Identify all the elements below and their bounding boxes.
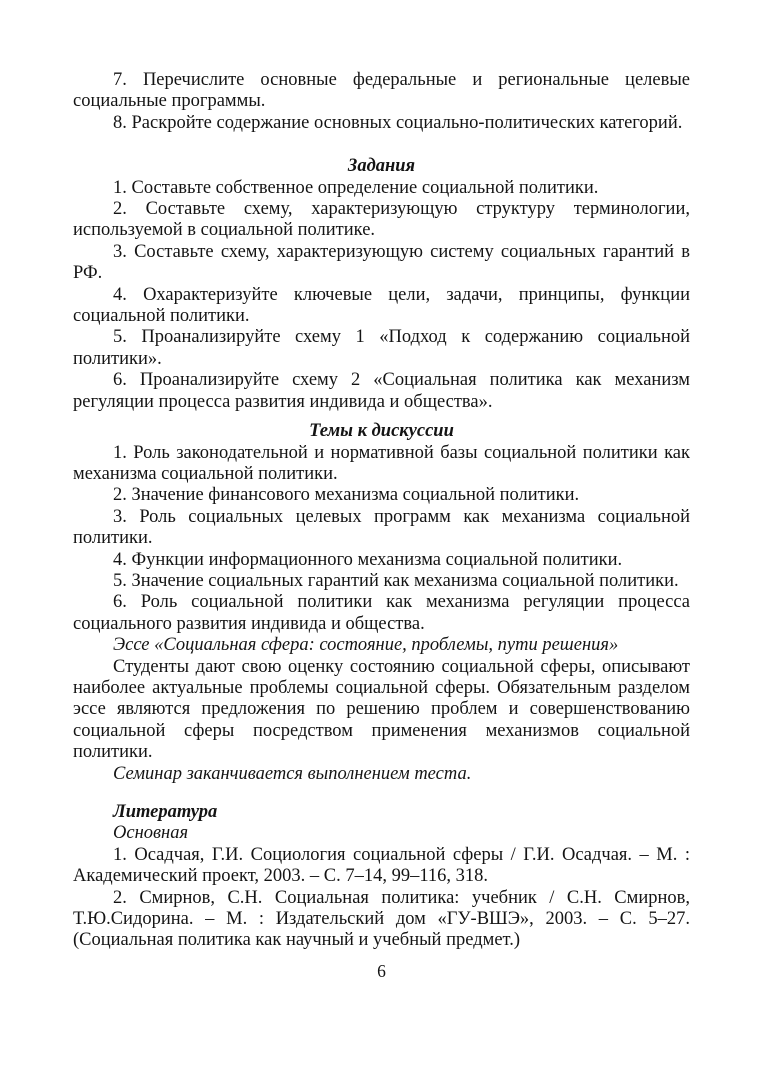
task-item-5: 5. Проанализируйте схему 1 «Подход к содержанию социальной политики».	[73, 327, 690, 369]
task-item-6: 6. Проанализируйте схему 2 «Социальная политика как механизм регуляции процесса развития индивида и общества».	[73, 370, 690, 412]
literature-item-2: 2. Смирнов, С.Н. Социальная политика: учебник / С.Н. Смирнов, Т.Ю.Сидорина. – М. : Издательский дом «ГУ-ВШЭ», 2003. – С. 5–27. (Социальная политика как научный и учебный предмет.)	[73, 887, 690, 951]
literature-subheading: Основная	[113, 823, 189, 844]
discussion-item-6: 6. Роль социальной политики как механизма регуляции процесса социального развития индивида и общества.	[73, 592, 690, 634]
task-item-4: 4. Охарактеризуйте ключевые цели, задачи, принципы, функции социальной политики.	[73, 284, 690, 327]
question-item-8: 8. Раскройте содержание основных социально-политических категорий.	[113, 112, 683, 133]
discussion-item-4: 4. Функции информационного механизма социальной политики.	[113, 549, 623, 570]
discussion-item-1: 1. Роль законодательной и нормативной базы социальной политики как механизма социальной политики.	[73, 442, 690, 484]
section-heading-discussion: Темы к дискуссии	[309, 421, 454, 442]
task-item-3: 3. Составьте схему, характеризующую систему социальных гарантий в РФ.	[73, 241, 690, 284]
task-item-1: 1. Составьте собственное определение социальной политики.	[113, 177, 599, 198]
discussion-item-5: 5. Значение социальных гарантий как механизма социальной политики.	[113, 570, 679, 591]
essay-body: Студенты дают свою оценку состоянию социальной сферы, описывают наиболее актуальные проблемы социальной сферы. Обязательным разделом эссе являются предложения по решению проблем и совершенствованию социальной сферы посредством применения механизмов социальной политики.	[73, 656, 690, 763]
essay-title: Эссе «Социальная сфера: состояние, проблемы, пути решения»	[113, 635, 619, 656]
section-heading-tasks: Задания	[347, 156, 416, 177]
discussion-item-3: 3. Роль социальных целевых программ как механизма социальной политики.	[73, 506, 690, 549]
literature-item-1: 1. Осадчая, Г.И. Социология социальной сферы / Г.И. Осадчая. – М. : Академический проект, 2003. – С. 7–14, 99–116, 318.	[73, 844, 690, 887]
question-item-7: 7. Перечислите основные федеральные и региональные целевые социальные программы.	[73, 70, 690, 112]
seminar-note: Семинар заканчивается выполнением теста.	[113, 763, 472, 784]
discussion-item-2: 2. Значение финансового механизма социальной политики.	[113, 485, 580, 506]
literature-heading: Литература	[113, 802, 218, 822]
task-item-2: 2. Составьте схему, характеризующую структуру терминологии, используемой в социальной политике.	[73, 199, 690, 241]
page-number: 6	[377, 961, 386, 981]
